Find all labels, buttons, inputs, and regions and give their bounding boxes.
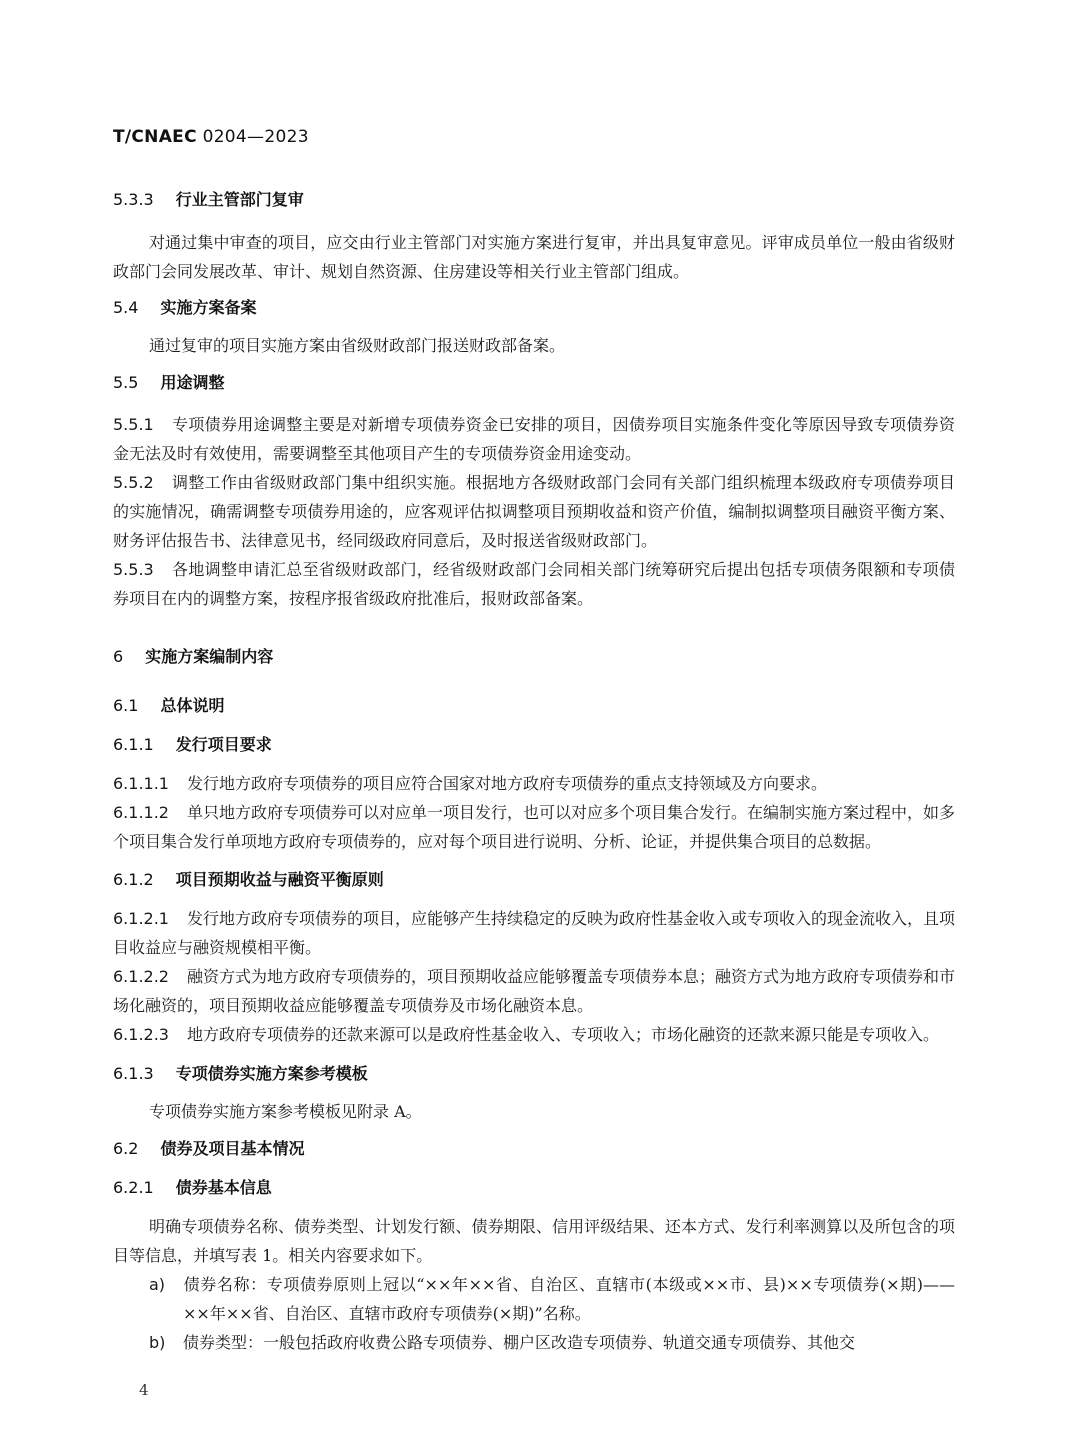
standard-number: 0204—2023 [202, 127, 309, 147]
paragraph-6-1-3: 专项债券实施方案参考模板见附录 A。 [149, 1102, 422, 1121]
heading-5-3-3: 5.3.3 行业主管部门复审 [113, 190, 304, 209]
heading-6-2: 6.2 债券及项目基本情况 [113, 1139, 305, 1158]
heading-6-1-1: 6.1.1 发行项目要求 [113, 735, 272, 754]
paragraph-6-1-2-3: 6.1.2.3 地方政府专项债券的还款来源可以是政府性基金收入、专项收入；市场化融资的还款来源只能是专项收入。 [113, 1025, 939, 1044]
heading-6-1-3: 6.1.3 专项债券实施方案参考模板 [113, 1064, 368, 1083]
heading-6-2-1: 6.2.1 债券基本信息 [113, 1178, 272, 1197]
paragraph-5-5-1: 5.5.1 专项债券用途调整主要是对新增专项债券资金已安排的项目，因债券项目实施条件变化等原因导致专项债券资金无法及时有效使用，需要调整至其他项目产生的专项债券资金用途变动。 [113, 415, 955, 463]
standard-prefix: T/CNAEC [113, 127, 197, 147]
paragraph-5-5-2: 5.5.2 调整工作由省级财政部门集中组织实施。根据地方各级财政部门会同有关部门组织梳理本级政府专项债券项目的实施情况，确需调整专项债券用途的，应客观评估拟调整项目预期收益和资产价值，编制拟调整项目融资平衡方案、财务评估报告书、法律意见书，经同级政府同意后，及时报送省级财政部门。 [113, 473, 955, 550]
heading-6: 6 实施方案编制内容 [113, 647, 274, 666]
heading-5-4: 5.4 实施方案备案 [113, 298, 257, 317]
paragraph-6-2-1: 明确专项债券名称、债券类型、计划发行额、债券期限、信用评级结果、还本方式、发行利率测算以及所包含的项目等信息，并填写表 1。相关内容要求如下。 [113, 1217, 955, 1265]
paragraph-5-3-3: 对通过集中审查的项目，应交由行业主管部门对实施方案进行复审，并出具复审意见。评审成员单位一般由省级财政部门会同发展改革、审计、规划自然资源、住房建设等相关行业主管部门组成。 [113, 233, 955, 281]
document-body [113, 188, 955, 1357]
list-item-a: a) 债券名称：专项债券原则上冠以“××年××省、自治区、直辖市(本级或××市、县)××专项债券(×期)——××年××省、自治区、直辖市政府专项债券(×期)”名称。 [149, 1275, 955, 1323]
heading-5-5: 5.5 用途调整 [113, 373, 225, 392]
page-number: 4 [139, 1381, 149, 1399]
standard-code [113, 127, 309, 147]
paragraph-5-4: 通过复审的项目实施方案由省级财政部门报送财政部备案。 [149, 336, 566, 355]
paragraph-6-1-2-2: 6.1.2.2 融资方式为地方政府专项债券的，项目预期收益应能够覆盖专项债券本息；融资方式为地方政府专项债券和市场化融资的，项目预期收益应能够覆盖专项债券及市场化融资本息。 [113, 967, 955, 1015]
paragraph-6-1-1-2: 6.1.1.2 单只地方政府专项债券可以对应单一项目发行，也可以对应多个项目集合发行。在编制实施方案过程中，如多个项目集合发行单项地方政府专项债券的，应对每个项目进行说明、分析、论证，并提供集合项目的总数据。 [113, 803, 955, 851]
paragraph-6-1-2-1: 6.1.2.1 发行地方政府专项债券的项目，应能够产生持续稳定的反映为政府性基金收入或专项收入的现金流收入，且项目收益应与融资规模相平衡。 [113, 909, 955, 957]
heading-6-1: 6.1 总体说明 [113, 696, 225, 715]
paragraph-6-1-1-1: 6.1.1.1 发行地方政府专项债券的项目应符合国家对地方政府专项债券的重点支持领域及方向要求。 [113, 774, 827, 793]
list-item-b: b) 债券类型：一般包括政府收费公路专项债券、棚户区改造专项债券、轨道交通专项债券、其他交 [149, 1333, 856, 1352]
heading-6-1-2: 6.1.2 项目预期收益与融资平衡原则 [113, 870, 384, 889]
paragraph-5-5-3: 5.5.3 各地调整申请汇总至省级财政部门，经省级财政部门会同相关部门统筹研究后提出包括专项债务限额和专项债券项目在内的调整方案，按程序报省级政府批准后，报财政部备案。 [113, 560, 955, 608]
